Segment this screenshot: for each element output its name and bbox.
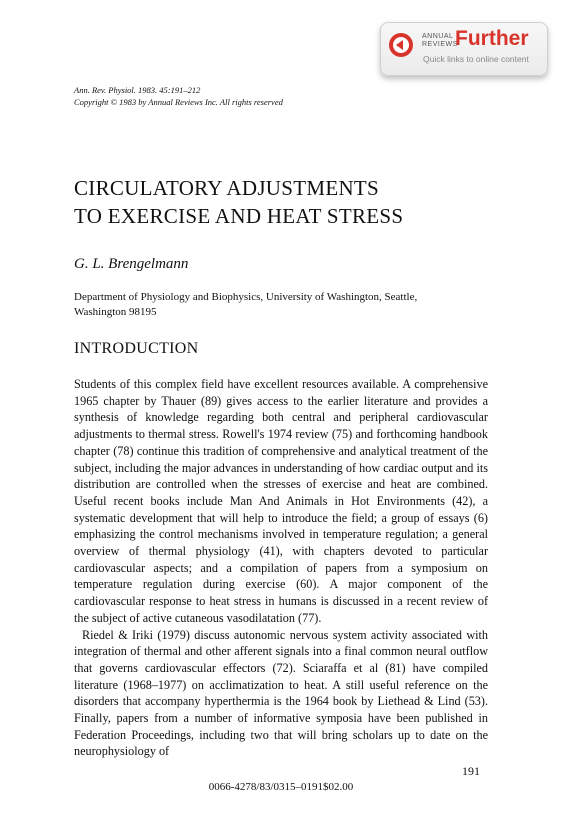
page-number: 191 [462,764,480,778]
badge-reviews-text: REVIEWS [422,41,458,48]
author-name: G. L. Brengelmann [74,256,189,272]
article-title [74,174,403,230]
title-line-1: CIRCULATORY ADJUSTMENTS [74,176,380,200]
footer-code: 0066-4278/83/0315–0191$02.00 [208,781,354,793]
badge-further-text: Further [455,27,529,50]
journal-citation [74,84,283,108]
section-heading: INTRODUCTION [74,340,199,357]
badge-subtitle: Quick links to online content [423,54,529,64]
badge-annual-text: ANNUAL [422,33,454,40]
badge-brand [422,33,458,49]
author-affiliation [74,290,417,320]
body-text [74,376,488,760]
citation-line: Ann. Rev. Physiol. 1983. 45:191–212 [74,85,201,95]
further-badge[interactable] [380,22,548,76]
copyright-line: Copyright © 1983 by Annual Reviews Inc. All rights reserved [74,97,283,107]
paragraph-2: Riedel & Iriki (1979) discuss autonomic nervous system activity associated with integration of thermal and other afferent signals into a final common neural outflow that governs cardiovascular effectors (72). Sciaraffa et al (81) have compiled literature (1968–1977) on acclimatization to heat. A still useful reference on the disorders that accompany hyperthermia is the 1964 book by Liethead & Lind (53). Finally, papers from a number of informative symposia have been published in Federation Proceedings, including two that will bring scholars up to date on the neurophysiology of [74,627,488,759]
paragraph-1: Students of this complex field have excellent resources available. A comprehensive 1965 chapter by Thauer (89) gives access to the earlier literature and provides a synthesis of knowledge regarding both central and peripheral cardiovascular adjustments to thermal stress. Rowell's 1974 review (75) and forthcoming handbook chapter (78) continue this tradition of comprehensive and analytical treatment of the subject, including the major advances in understanding of how cardiac output and its distribution are controlled when the stresses of exercise and heat are combined. Useful recent books include Man And Animals in Hot Environments (42), a systematic development that will help to introduce the field; a group of essays (6) emphasizing the control mechanisms involved in temperature regulation; a general overview of thermal physiology (41), with chapters devoted to particular cardiovascular aspects; and a compilation of papers from a symposium on temperature regulation during exercise (60). A major component of the cardiovascular response to heat stress in humans is discussed in a recent review of the subject of active cutaneous vasodilatation (77). [74,377,488,625]
title-line-2: TO EXERCISE AND HEAT STRESS [74,204,404,228]
affiliation-line-2: Washington 98195 [74,306,157,318]
affiliation-line-1: Department of Physiology and Biophysics, University of Washington, Seattle, [74,291,418,303]
further-logo-icon [389,33,413,57]
